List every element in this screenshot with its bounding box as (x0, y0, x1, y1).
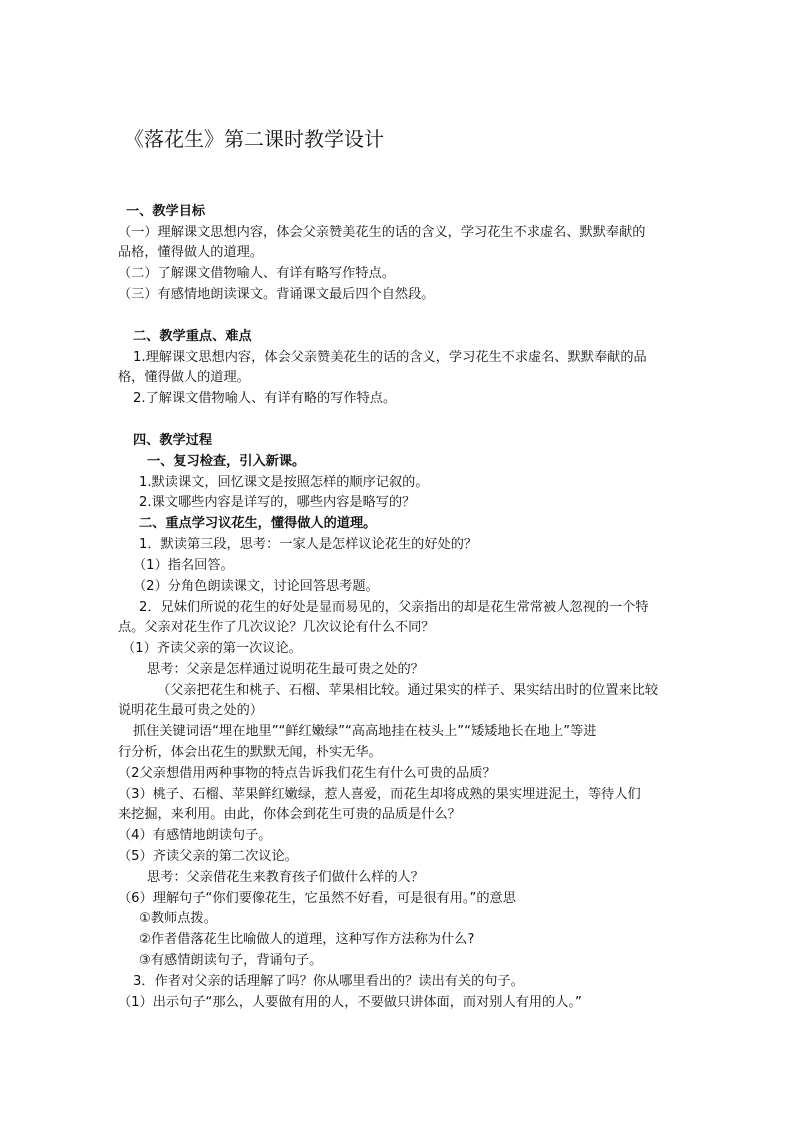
text-line: 2.了解课文借物喻人、有详有略的写作特点。 (133, 391, 397, 406)
text-line: （二）了解课文借物喻人、有详有略写作特点。 (118, 266, 395, 281)
text-line: 3．作者对父亲的话理解了吗？你从哪里看出的？读出有关的句子。 (133, 974, 524, 989)
section-heading-objectives: 一、教学目标 (126, 204, 206, 219)
text-line: （1）指名回答。 (133, 558, 234, 573)
text-line: 品格，懂得做人的道理。 (118, 245, 264, 260)
text-line: （3）桃子、石榴、苹果鲜红嫩绿，惹人喜爱，而花生却将成熟的果实埋进泥土，等待人们 (118, 787, 641, 802)
section-heading-process: 四、教学过程 (133, 433, 213, 448)
text-line: （一）理解课文思想内容，体会父亲赞美花生的话的含义，学习花生不求虚名、默默奉献的 (118, 225, 646, 240)
text-line: 2．兄妹们所说的花生的好处是显而易见的，父亲指出的却是花生常常被人忽视的一个特 (139, 600, 649, 615)
text-line: （1）出示句子“那么，人要做有用的人，不要做只讲体面，而对别人有用的人。” (118, 995, 582, 1010)
text-line: （5）齐读父亲的第二次议论。 (118, 849, 298, 864)
text-line: （三）有感情地朗读课文。背诵课文最后四个自然段。 (118, 287, 435, 302)
text-line: 1.理解课文思想内容，体会父亲赞美花生的话的含义，学习花生不求虚名、默默奉献的品 (133, 350, 647, 365)
text-line: （6）理解句子“你们要像花生，它虽然不好看，可是很有用。”的意思 (118, 891, 516, 906)
text-line: 1．默读第三段，思考：一家人是怎样议论花生的好处的？ (139, 537, 478, 552)
section-heading-key-points: 二、教学重点、难点 (133, 329, 252, 344)
text-line: （父亲把花生和桃子、石榴、苹果相比较。通过果实的样子、果实结出时的位置来比较 (157, 683, 659, 698)
text-line: 行分析，体会出花生的默默无闻，朴实无华。 (118, 745, 382, 760)
text-line: 思考：父亲借花生来教育孩子们做什么样的人？ (147, 870, 424, 885)
text-line: ③有感情朗读句子，背诵句子。 (139, 953, 323, 968)
text-line: （4）有感情地朗读句子。 (118, 828, 272, 843)
document-title: 《落花生》第二课时教学设计 (124, 127, 384, 151)
text-line: 点。父亲对花生作了几次议论？几次议论有什么不同？ (118, 620, 435, 635)
text-line: 抓住关键词语“埋在地里”“鲜红嫩绿”“高高地挂在枝头上”“矮矮地长在地上”等进 (133, 724, 597, 739)
text-line: （1）齐读父亲的第一次议论。 (122, 641, 302, 656)
text-line: ①教师点拨。 (139, 911, 217, 926)
text-line: （2父亲想借用两种事物的特点告诉我们花生有什么可贵的品质？ (118, 766, 496, 781)
text-line: 2.课文哪些内容是详写的，哪些内容是略写的？ (139, 495, 416, 510)
text-line: 思考：父亲是怎样通过说明花生最可贵之处的？ (147, 662, 424, 677)
text-line: 格，懂得做人的道理。 (118, 370, 250, 385)
text-line: 说明花生最可贵之处的） (118, 703, 264, 718)
text-line: 来挖掘，来利用。由此，你体会到花生可贵的品质是什么？ (118, 807, 461, 822)
subheading: 一、复习检查，引入新课。 (147, 454, 306, 469)
text-line: 1.默读课文，回忆课文是按照怎样的顺序记叙的。 (139, 475, 429, 490)
subheading: 二、重点学习议花生，懂得做人的道理。 (139, 516, 377, 531)
text-line: ②作者借落花生比喻做人的道理，这种写作方法称为什么? (139, 932, 475, 947)
text-line: （2）分角色朗读课文，讨论回答思考题。 (133, 579, 379, 594)
